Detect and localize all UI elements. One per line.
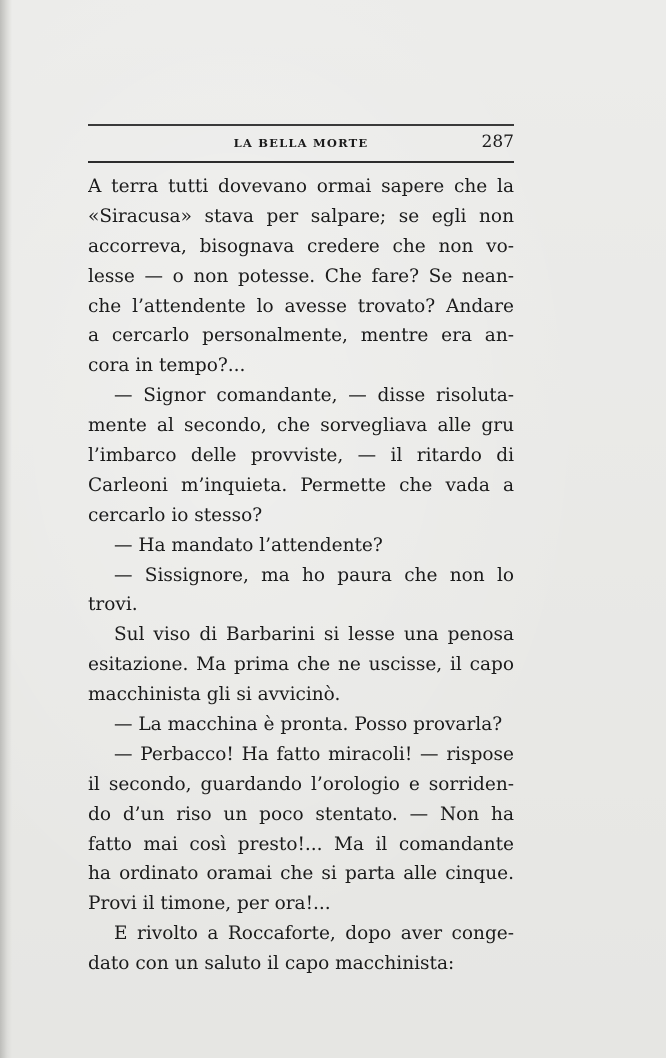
text-line: mente al secondo, che sorvegliava alle gru bbox=[88, 415, 514, 437]
text-line: E rivolto a Roccaforte, dopo aver conge- bbox=[114, 923, 514, 945]
text-line: accorreva, bisognava credere che non vo- bbox=[88, 235, 514, 257]
text-line: — Perbacco! Ha fatto miracoli! — rispose bbox=[114, 743, 514, 765]
header-bottom-rule bbox=[88, 161, 514, 163]
header-top-rule bbox=[88, 124, 514, 126]
text-line: A terra tutti dovevano ormai sapere che la bbox=[88, 176, 514, 197]
text-line: il secondo, guardando l’orologio e sorriden- bbox=[88, 773, 514, 795]
running-title: LA BELLA MORTE bbox=[233, 136, 369, 150]
text-line: — Signor comandante, — disse risoluta- bbox=[114, 385, 514, 407]
text-line: trovi. bbox=[88, 594, 138, 616]
text-line: cercarlo io stesso? bbox=[88, 504, 263, 526]
text-line: do d’un riso un poco stentato. — Non ha bbox=[88, 803, 514, 825]
text-line: — La macchina è pronta. Posso provarla? bbox=[114, 714, 503, 736]
text-line: Sul viso di Barbarini si lesse una penosa bbox=[114, 624, 514, 646]
running-header bbox=[88, 130, 514, 156]
text-line: dato con un saluto il capo macchinista: bbox=[88, 953, 455, 975]
text-line: Provi il timone, per ora!... bbox=[88, 893, 331, 915]
text-line: — Sissignore, ma ho paura che non lo bbox=[114, 564, 514, 586]
text-line: lesse — o non potesse. Che fare? Se nean- bbox=[88, 265, 514, 287]
text-line: esitazione. Ma prima che ne uscisse, il capo bbox=[88, 654, 514, 676]
body-text bbox=[88, 172, 514, 979]
text-line: cora in tempo?... bbox=[88, 355, 246, 377]
binding-shadow bbox=[0, 0, 12, 1058]
page-number: 287 bbox=[481, 132, 514, 152]
text-line: a cercarlo personalmente, mentre era an- bbox=[88, 325, 514, 347]
text-line: macchinista gli si avvicinò. bbox=[88, 684, 341, 706]
text-line: «Siracusa» stava per salpare; se egli non bbox=[88, 205, 514, 227]
text-line: — Ha mandato l’attendente? bbox=[114, 534, 383, 556]
text-line: che l’attendente lo avesse trovato? Andare bbox=[88, 295, 514, 317]
text-line: l’imbarco delle provviste, — il ritardo di bbox=[88, 445, 514, 467]
text-line: Carleoni m’inquieta. Permette che vada a bbox=[88, 474, 514, 496]
text-line: fatto mai così presto!... Ma il comandante bbox=[88, 833, 514, 855]
text-line: ha ordinato oramai che si parta alle cinque. bbox=[88, 863, 514, 885]
